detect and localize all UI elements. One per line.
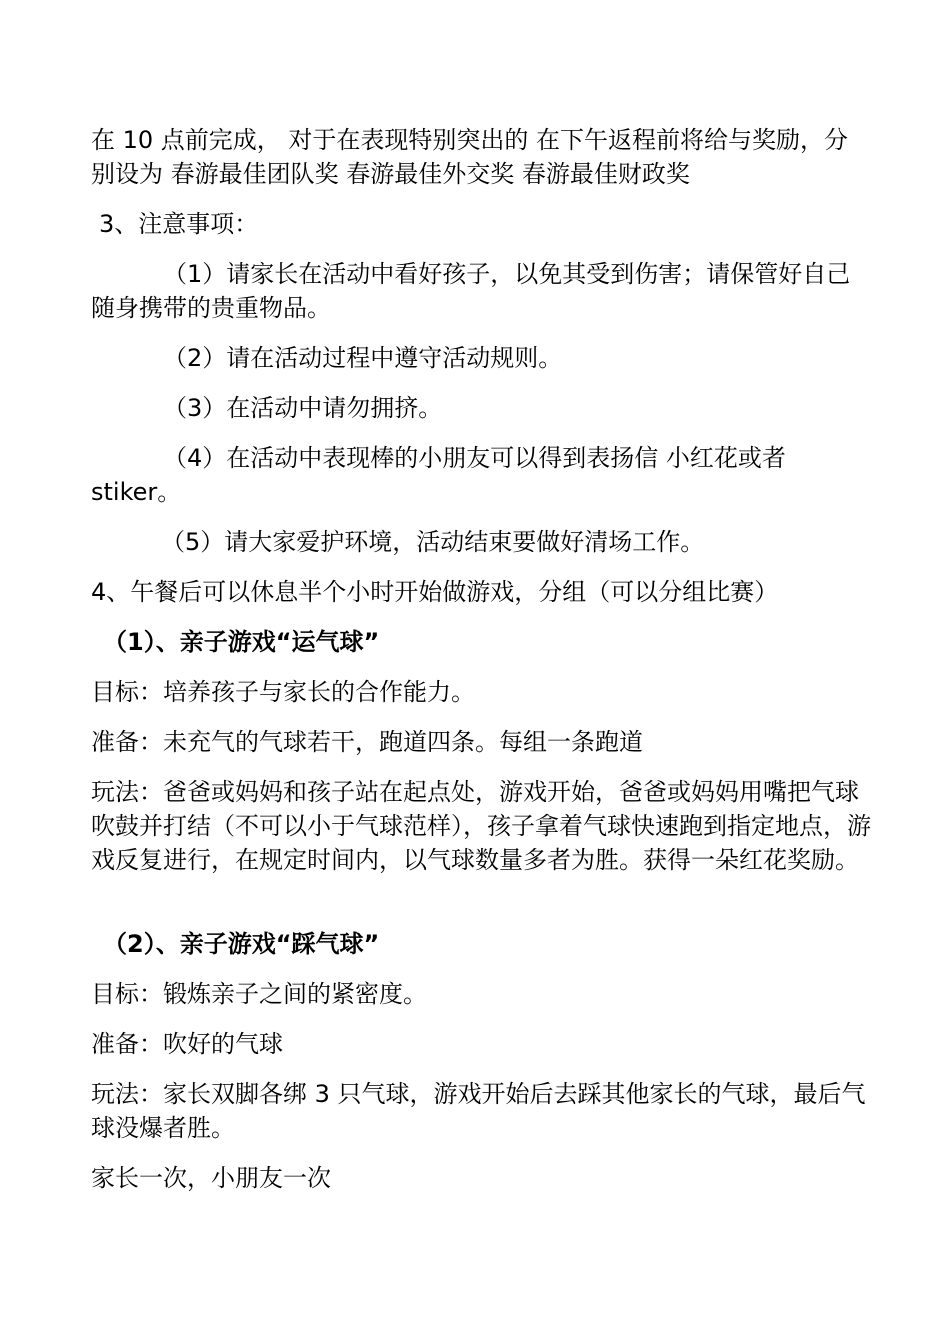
game-2-goal: 目标：锻炼亲子之间的紧密度。 bbox=[91, 980, 427, 1008]
game-1-title: （1）、亲子游戏“运气球” bbox=[103, 628, 380, 656]
game-1-prep: 准备：未充气的气球若干，跑道四条。每组一条跑道 bbox=[91, 728, 643, 756]
note-item-3: （3）在活动中请勿拥挤。 bbox=[163, 394, 443, 422]
note-item-5: （5）请大家爱护环境，活动结束要做好清场工作。 bbox=[161, 528, 705, 556]
game-2-prep: 准备：吹好的气球 bbox=[91, 1030, 283, 1058]
game-2-title: （2）、亲子游戏“踩气球” bbox=[103, 930, 380, 958]
document-page bbox=[91, 123, 871, 1195]
note-item-1: （1）请家长在活动中看好孩子，以免其受到伤害；请保管好自己随身携带的贵重物品。 bbox=[91, 260, 851, 322]
note-item-4: （4）在活动中表现棒的小朋友可以得到表扬信 小红花或者stiker。 bbox=[91, 444, 786, 506]
game-2-rounds: 家长一次，小朋友一次 bbox=[91, 1164, 331, 1192]
notes-heading: 3、注意事项： bbox=[99, 210, 259, 238]
paragraph-awards: 在 10 点前完成， 对于在表现特别突出的 在下午返程前将给与奖励，分别设为 春游最佳团队奖 春游最佳外交奖 春游最佳财政奖 bbox=[91, 126, 849, 188]
game-1-rules: 玩法：爸爸或妈妈和孩子站在起点处，游戏开始，爸爸或妈妈用嘴把气球吹鼓并打结（不可以小于气球范样），孩子拿着气球快速跑到指定地点，游戏反复进行，在规定时间内，以气球数量多者为胜。获得一朵红花奖励。 bbox=[91, 778, 871, 874]
game-2-rules: 玩法：家长双脚各绑 3 只气球，游戏开始后去踩其他家长的气球，最后气球没爆者胜。 bbox=[91, 1080, 866, 1142]
section-4-heading: 4、午餐后可以休息半个小时开始做游戏，分组（可以分组比赛） bbox=[91, 578, 779, 606]
note-item-2: （2）请在活动过程中遵守活动规则。 bbox=[163, 344, 563, 372]
game-1-goal: 目标：培养孩子与家长的合作能力。 bbox=[91, 678, 475, 706]
